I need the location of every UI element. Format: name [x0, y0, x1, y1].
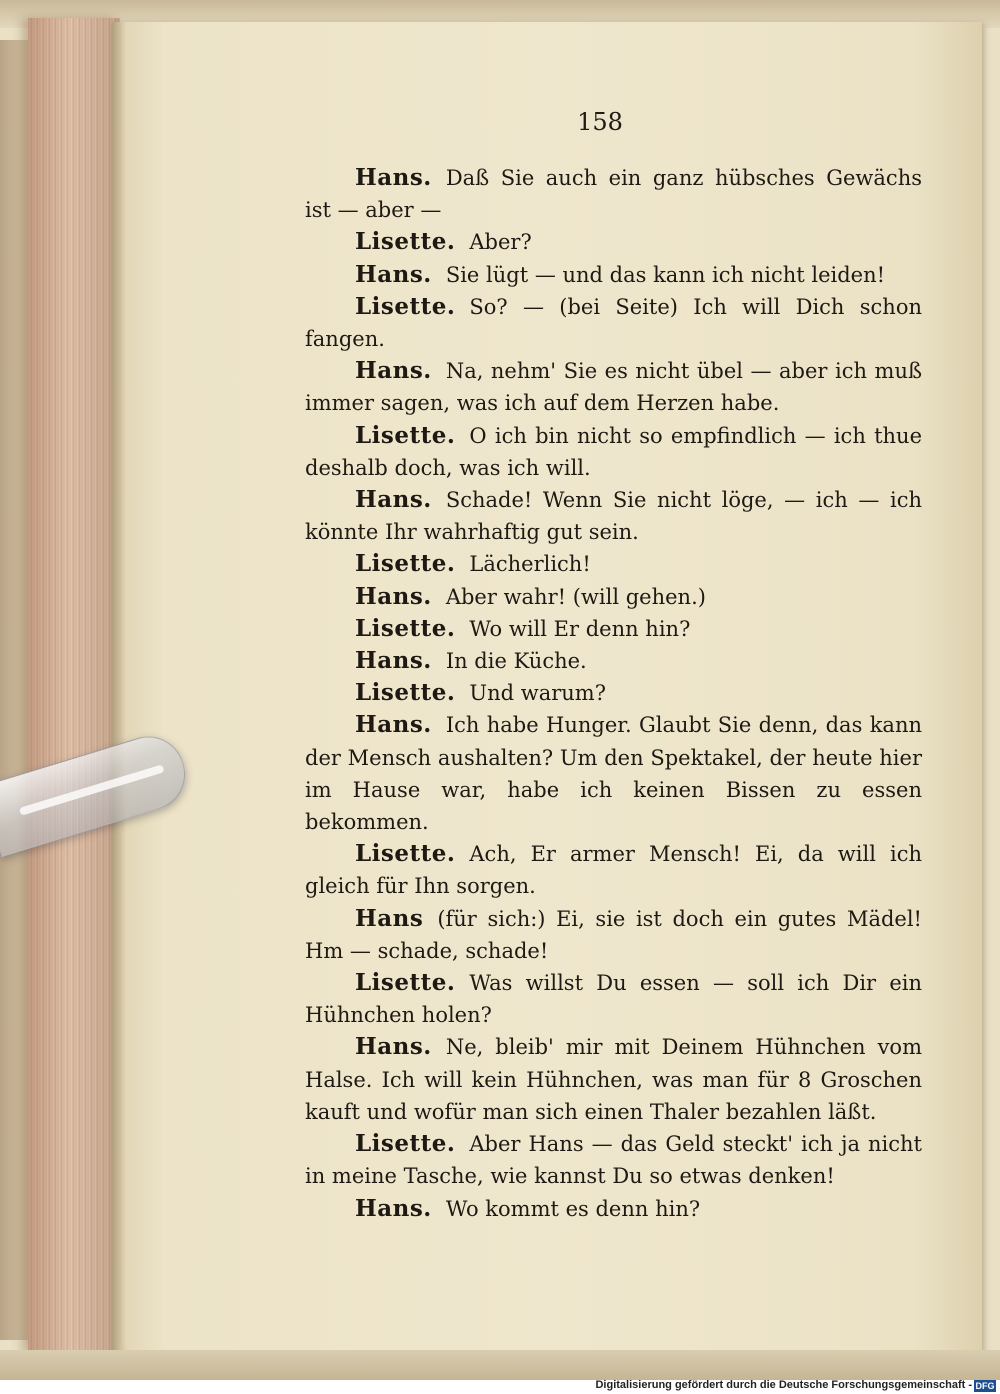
- dialogue-speech: Schade! Wenn Sie nicht löge, — ich — ich könnte Ihr wahrhaftig gut sein.: [305, 488, 922, 545]
- dialogue-line: [305, 1193, 922, 1225]
- speaker-name: Hans.: [355, 1194, 432, 1222]
- speaker-name: Hans: [355, 904, 424, 932]
- dialogue-speech: Aber?: [469, 230, 532, 255]
- dialogue-line: [305, 355, 922, 419]
- dialogue-speech: Lächerlich!: [469, 552, 591, 577]
- dialogue-line: [305, 645, 922, 677]
- speaker-name: Lisette.: [355, 292, 456, 320]
- dialogue-speech: Aber Hans — das Geld steckt' ich ja nicht in meine Tasche, wie kannst Du so etwas denken!: [305, 1132, 922, 1189]
- dialogue-speech: Ne, bleib' mir mit Deinem Hühnchen vom Halse. Ich will kein Hühnchen, was man für 8 Groschen kauft und wofür man sich einen Thaler bezahlen läßt.: [305, 1035, 922, 1124]
- speaker-name: Lisette.: [355, 550, 456, 578]
- dialogue-speech: Wo kommt es denn hin?: [445, 1196, 701, 1221]
- speaker-name: Hans.: [355, 1033, 432, 1061]
- speaker-name: Lisette.: [355, 840, 456, 868]
- dialogue-speech: Wo will Er denn hin?: [469, 616, 691, 641]
- speaker-name: Lisette.: [355, 614, 456, 642]
- dialogue-speech: Ich habe Hunger. Glaubt Sie denn, das kann der Mensch aushalten? Um den Spektakel, der heute hier im Hause war, habe ich keinen Bissen zu essen bekommen.: [305, 713, 922, 835]
- dialogue-line: [305, 259, 922, 291]
- dialogue-speech: Na, nehm' Sie es nicht übel — aber ich muß immer sagen, was ich auf dem Herzen habe.: [305, 359, 922, 416]
- dialogue-line: [305, 613, 922, 645]
- dialogue-line: [305, 420, 922, 484]
- dialogue-line: [305, 903, 922, 967]
- dialogue-speech: Aber wahr! (will gehen.): [445, 584, 706, 609]
- dialogue-line: [305, 548, 922, 580]
- dialogue-speech: So? — (bei Seite) Ich will Dich schon fangen.: [305, 294, 922, 352]
- speaker-name: Lisette.: [355, 228, 456, 256]
- dialogue-line: [305, 581, 922, 613]
- dfg-logo: DFG: [975, 1381, 995, 1391]
- dialogue-line: [305, 226, 922, 258]
- speaker-name: Hans.: [355, 647, 432, 675]
- dialogue-speech: Daß Sie auch ein ganz hübsches Gewächs ist — aber —: [305, 166, 922, 223]
- page-number: 158: [577, 108, 623, 136]
- dialogue-line: [305, 484, 922, 548]
- dialogue-line: [305, 162, 922, 226]
- speaker-name: Lisette.: [355, 969, 456, 997]
- speaker-name: Hans.: [355, 711, 432, 739]
- speaker-name: Hans.: [355, 582, 432, 610]
- dialogue-speech: Und warum?: [469, 681, 606, 706]
- dialogue-speech: Was willst Du essen — soll ich Dir ein Hühnchen holen?: [305, 971, 922, 1028]
- dialogue-speech: Ach, Er armer Mensch! Ei, da will ich gleich für Ihn sorgen.: [305, 842, 922, 899]
- speaker-name: Hans.: [355, 164, 432, 191]
- speaker-name: Hans.: [355, 357, 432, 385]
- dialogue-speech: (für sich:) Ei, sie ist doch ein gutes Mädel! Hm — schade, schade!: [305, 906, 922, 963]
- dialogue-line: [305, 291, 922, 355]
- dialogue-line: [305, 1128, 922, 1192]
- scan-background-bottom: [0, 1350, 1000, 1380]
- speaker-name: Lisette.: [355, 679, 456, 707]
- dialogue-line: [305, 709, 922, 838]
- speaker-name: Lisette.: [355, 421, 456, 449]
- page-gutter-shadow: [112, 22, 126, 1352]
- dialogue-speech: Sie lügt — und das kann ich nicht leiden!: [445, 262, 886, 287]
- dialogue-line: [305, 967, 922, 1031]
- dialogue-line: [305, 1031, 922, 1128]
- dialogue-speech: O ich bin nicht so empfindlich — ich thue deshalb doch, was ich will.: [305, 423, 922, 480]
- dialogue-speech: In die Küche.: [445, 649, 587, 674]
- dialogue-text: [305, 162, 922, 1225]
- dialogue-line: [305, 838, 922, 902]
- digitization-credit: Digitalisierung gefördert durch die Deutsche Forschungsgemeinschaft -: [595, 1379, 972, 1391]
- page-stack-shadow: [28, 18, 120, 1354]
- speaker-name: Hans.: [355, 486, 432, 514]
- dialogue-line: [305, 677, 922, 709]
- speaker-name: Lisette.: [355, 1130, 456, 1158]
- speaker-name: Hans.: [355, 260, 432, 288]
